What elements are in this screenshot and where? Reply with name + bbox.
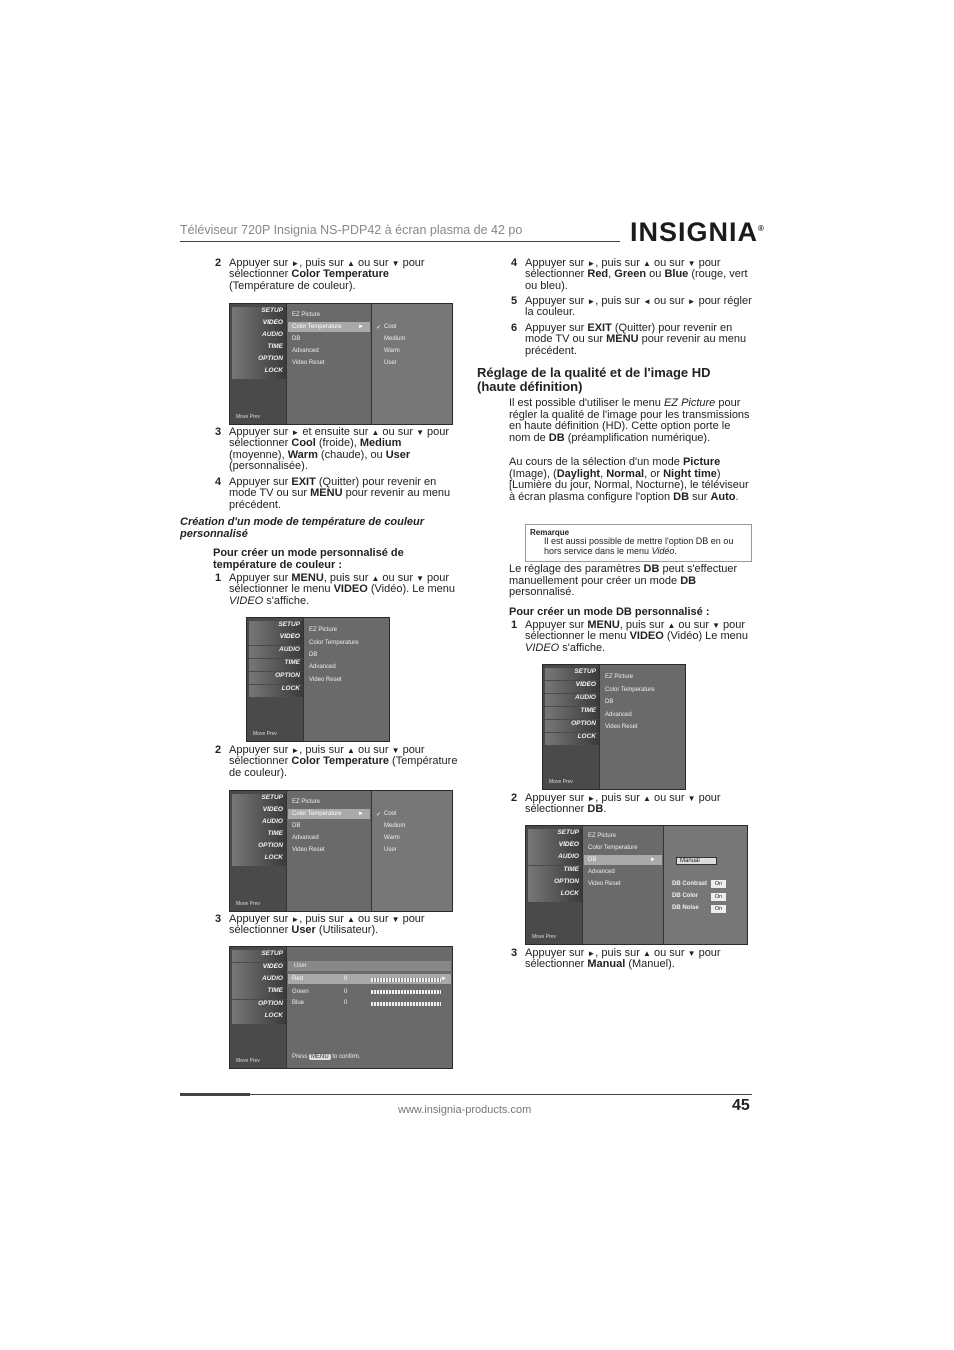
- side-time: TIME: [232, 987, 286, 999]
- menu-color-temperature: Color Temperature ►: [288, 322, 370, 332]
- side-audio: AUDIO: [232, 331, 286, 343]
- side-setup: SETUP: [528, 829, 582, 841]
- header-rule: [180, 241, 620, 242]
- tv-side-menu: [543, 665, 599, 789]
- db-subheading: Pour créer un mode DB personnalisé :: [509, 606, 710, 618]
- green-slider: [371, 990, 441, 994]
- step-3-select-temp: [215, 427, 460, 473]
- tv-side-menu: [230, 947, 286, 1068]
- db-color-label: DB Color: [672, 893, 698, 899]
- side-lock: LOCK: [545, 733, 599, 745]
- tv-temp-submenu: [371, 304, 452, 424]
- tv-video-menu: [599, 665, 685, 789]
- side-lock: LOCK: [232, 367, 286, 379]
- menu-video-reset: Video Reset: [588, 881, 621, 887]
- registered-mark: ®: [758, 224, 765, 233]
- tv-menu-video: [246, 617, 390, 742]
- tv-video-menu: [582, 826, 663, 944]
- side-option: OPTION: [545, 720, 599, 732]
- step-number: 3: [215, 913, 222, 925]
- side-option: OPTION: [232, 842, 286, 854]
- page-number: 45: [732, 1097, 750, 1114]
- tv-video-menu: [286, 791, 371, 911]
- side-time: TIME: [232, 830, 286, 842]
- side-video: VIDEO: [232, 963, 286, 975]
- opt-cool: Cool: [384, 324, 397, 330]
- step-text: Appuyer sur ►, puis sur ▲ ou sur ▼ pour sélectionner User (Utilisateur).: [229, 913, 425, 937]
- side-video: VIDEO: [232, 319, 286, 331]
- opt-warm: Warm: [384, 348, 400, 354]
- step-1-menu-video: [215, 573, 460, 607]
- db-noise-label: DB Noise: [672, 905, 699, 911]
- opt-medium: Medium: [384, 823, 406, 829]
- blue-slider: [371, 1002, 441, 1006]
- opt-warm: Warm: [384, 835, 400, 841]
- paragraph-picture-mode: Au cours de la sélection d'un mode Picture (Image), (Daylight, Normal, or Night time) [Lumière du jour, Normal, Nocturne), le téléviseur à écran plasma configure l'option DB sur Auto.: [509, 456, 749, 503]
- side-video: VIDEO: [232, 806, 286, 818]
- step-2b-color-temperature: [215, 745, 460, 779]
- tv-video-menu: [303, 618, 389, 741]
- step-number: 5: [511, 295, 518, 307]
- side-setup: SETUP: [232, 794, 286, 806]
- side-option: OPTION: [232, 355, 286, 367]
- side-setup: SETUP: [249, 621, 303, 633]
- menu-advanced: Advanced: [588, 869, 615, 875]
- side-option: OPTION: [232, 1000, 286, 1012]
- step-2-color-temperature: [215, 258, 455, 294]
- tv-hint: Move Prev: [236, 901, 260, 907]
- menu-db: DB: [309, 652, 318, 658]
- tv-user-panel: [286, 947, 452, 1068]
- menu-db: DB: [605, 699, 614, 705]
- step-text: Appuyer sur ►, puis sur ◄ ou sur ► pour régler la couleur.: [525, 295, 752, 319]
- side-audio: AUDIO: [232, 975, 286, 987]
- step-text: Appuyer sur EXIT (Quitter) pour revenir en mode TV ou sur MENU pour revenir au menu précédent.: [525, 322, 747, 357]
- step-4-rgb: [511, 258, 756, 292]
- menu-db: DB: [292, 336, 301, 342]
- side-lock: LOCK: [232, 1012, 286, 1024]
- custom-temp-subheading: Pour créer un mode personnalisé de température de couleur :: [213, 547, 404, 571]
- db-manual-option: Manual: [676, 857, 717, 865]
- side-time: TIME: [528, 866, 582, 878]
- step-text: Appuyer sur ►, puis sur ▲ ou sur ▼ pour sélectionner DB.: [525, 792, 721, 816]
- tv-menu-color-temp-cool: [229, 303, 453, 425]
- user-hint: Press MENU to confirm.: [292, 1054, 361, 1060]
- side-audio: AUDIO: [545, 694, 599, 706]
- menu-advanced: Advanced: [292, 835, 319, 841]
- step-4-exit: [215, 477, 460, 511]
- menu-advanced: Advanced: [605, 712, 632, 718]
- side-option: OPTION: [528, 878, 582, 890]
- side-video: VIDEO: [249, 633, 303, 645]
- side-audio: AUDIO: [528, 853, 582, 865]
- step-text: Appuyer sur ►, puis sur ▲ ou sur ▼ pour sélectionner Color Temperature (Température de couleur).: [229, 744, 458, 779]
- step-number: 2: [215, 744, 222, 756]
- menu-video-reset: Video Reset: [292, 847, 325, 853]
- footer-rule: [180, 1094, 752, 1095]
- side-lock: LOCK: [232, 854, 286, 866]
- step-2-db: [511, 793, 756, 817]
- side-setup: SETUP: [545, 668, 599, 680]
- step-text: Appuyer sur MENU, puis sur ▲ ou sur ▼ pour sélectionner le menu VIDEO (Vidéo). Le menu VIDEO s'affiche.: [229, 572, 456, 607]
- menu-color-temperature: Color Temperature ►: [288, 809, 370, 819]
- step-number: 3: [215, 426, 222, 438]
- side-audio: AUDIO: [232, 818, 286, 830]
- step-number: 2: [215, 257, 222, 269]
- menu-advanced: Advanced: [309, 664, 336, 670]
- note-body: Il est aussi possible de mettre l'option DB en ou hors service dans le menu Vidéo.: [544, 536, 734, 556]
- side-video: VIDEO: [545, 681, 599, 693]
- check-icon: ✓: [376, 812, 382, 818]
- step-5-adjust: [511, 296, 756, 320]
- red-slider: [371, 978, 441, 982]
- side-audio: AUDIO: [249, 646, 303, 658]
- tv-menu-db: [525, 825, 748, 945]
- step-number: 2: [511, 792, 518, 804]
- footer-url[interactable]: www.insignia-products.com: [398, 1104, 532, 1116]
- step-text: Appuyer sur ►, puis sur ▲ ou sur ▼ pour sélectionner Color Temperature (Température de couleur).: [229, 257, 425, 292]
- opt-user: User: [384, 360, 397, 366]
- menu-ez-picture: EZ Picture: [292, 799, 321, 805]
- step-text: Appuyer sur ►, puis sur ▲ ou sur ▼ pour sélectionner Red, Green ou Blue (rouge, vert ou bleu).: [525, 257, 748, 292]
- side-lock: LOCK: [528, 890, 582, 902]
- side-time: TIME: [545, 707, 599, 719]
- menu-color-temperature: Color Temperature: [588, 845, 638, 851]
- menu-video-reset: Video Reset: [309, 677, 342, 683]
- side-option: OPTION: [249, 672, 303, 684]
- db-noise-value: On: [711, 905, 726, 913]
- user-title: User: [288, 961, 451, 971]
- menu-db: DB ►: [584, 855, 662, 865]
- menu-advanced: Advanced: [292, 348, 319, 354]
- step-text: Appuyer sur ► et ensuite sur ▲ ou sur ▼ pour sélectionner Cool (froide), Medium (moyenne), Warm (chaude), ou User (personnalisée).: [229, 426, 450, 473]
- step-number: 1: [215, 572, 222, 584]
- check-icon: ✓: [376, 325, 382, 331]
- paragraph-ez-picture: Il est possible d'utiliser le menu EZ Picture pour régler la qualité de l'image pour les transmissions en haute définition (HD). Cette option porte le nom de DB (préamplification numérique).: [509, 397, 750, 444]
- tv-menu-user-rgb: [229, 946, 453, 1069]
- side-setup: SETUP: [232, 950, 286, 962]
- user-row-blue: Blue 0: [292, 1000, 348, 1006]
- user-row-green: Green 0: [292, 989, 348, 995]
- step-3b-user: [215, 914, 460, 938]
- step-6-exit: [511, 323, 756, 357]
- side-time: TIME: [232, 343, 286, 355]
- tv-menu-color-temp-cool-2: [229, 790, 453, 912]
- opt-cool: Cool: [384, 811, 397, 817]
- step-number: 6: [511, 322, 518, 334]
- step-number: 4: [511, 257, 518, 269]
- tv-hint: Move Prev: [253, 731, 277, 737]
- menu-db: DB: [292, 823, 301, 829]
- side-video: VIDEO: [528, 841, 582, 853]
- side-time: TIME: [249, 659, 303, 671]
- tv-temp-submenu: [371, 791, 452, 911]
- note-label: Remarque: [530, 528, 570, 537]
- step-1-db-menu: [511, 620, 756, 654]
- tv-db-submenu: [663, 826, 747, 944]
- step-number: 3: [511, 947, 518, 959]
- tv-side-menu: [230, 791, 286, 911]
- user-row-red: Red 0 ►: [288, 974, 451, 984]
- db-color-value: On: [711, 893, 726, 901]
- tv-hint: Move Prev: [236, 414, 260, 420]
- running-header: Téléviseur 720P Insignia NS-PDP42 à écran plasma de 42 po: [180, 223, 523, 237]
- paragraph-db-manual: Le réglage des paramètres DB peut s'effectuer manuellement pour créer un mode DB personnalisé.: [509, 563, 738, 598]
- opt-medium: Medium: [384, 336, 406, 342]
- side-lock: LOCK: [249, 685, 303, 697]
- tv-hint: Move Prev: [532, 934, 556, 940]
- db-contrast-value: On: [711, 880, 726, 888]
- side-setup: SETUP: [232, 307, 286, 319]
- tv-menu-video-2: [542, 664, 686, 790]
- section-heading-hd: Réglage de la qualité et de l'image HD (haute définition): [477, 365, 711, 394]
- custom-temp-heading: Création d'un mode de température de couleur personnalisé: [180, 516, 425, 540]
- step-text: Appuyer sur ►, puis sur ▲ ou sur ▼ pour sélectionner Manual (Manuel).: [525, 947, 721, 971]
- menu-ez-picture: EZ Picture: [605, 674, 634, 680]
- step-3-manual: [511, 948, 756, 972]
- tv-side-menu: [526, 826, 582, 944]
- step-text: Appuyer sur MENU, puis sur ▲ ou sur ▼ pour sélectionner le menu VIDEO (Vidéo) Le menu VIDEO s'affiche.: [525, 619, 748, 654]
- logo-text: INSIGNIA: [630, 217, 759, 247]
- menu-ez-picture: EZ Picture: [309, 627, 338, 633]
- menu-video-reset: Video Reset: [605, 724, 638, 730]
- tv-hint: Move Prev: [549, 779, 573, 785]
- menu-video-reset: Video Reset: [292, 360, 325, 366]
- menu-ez-picture: EZ Picture: [588, 833, 617, 839]
- step-number: 4: [215, 476, 222, 488]
- db-contrast-label: DB Contrast: [672, 881, 708, 887]
- insignia-logo: [630, 217, 765, 248]
- tv-video-menu: [286, 304, 371, 424]
- menu-color-temperature: Color Temperature: [605, 687, 655, 693]
- tv-hint: Move Prev: [236, 1058, 260, 1064]
- note-box: [525, 524, 752, 562]
- menu-color-temperature: Color Temperature: [309, 640, 359, 646]
- opt-user: User: [384, 847, 397, 853]
- step-number: 1: [511, 619, 518, 631]
- tv-side-menu: [230, 304, 286, 424]
- step-text: Appuyer sur EXIT (Quitter) pour revenir en mode TV ou sur MENU pour revenir au menu précédent.: [229, 476, 451, 511]
- tv-side-menu: [247, 618, 303, 741]
- menu-ez-picture: EZ Picture: [292, 312, 321, 318]
